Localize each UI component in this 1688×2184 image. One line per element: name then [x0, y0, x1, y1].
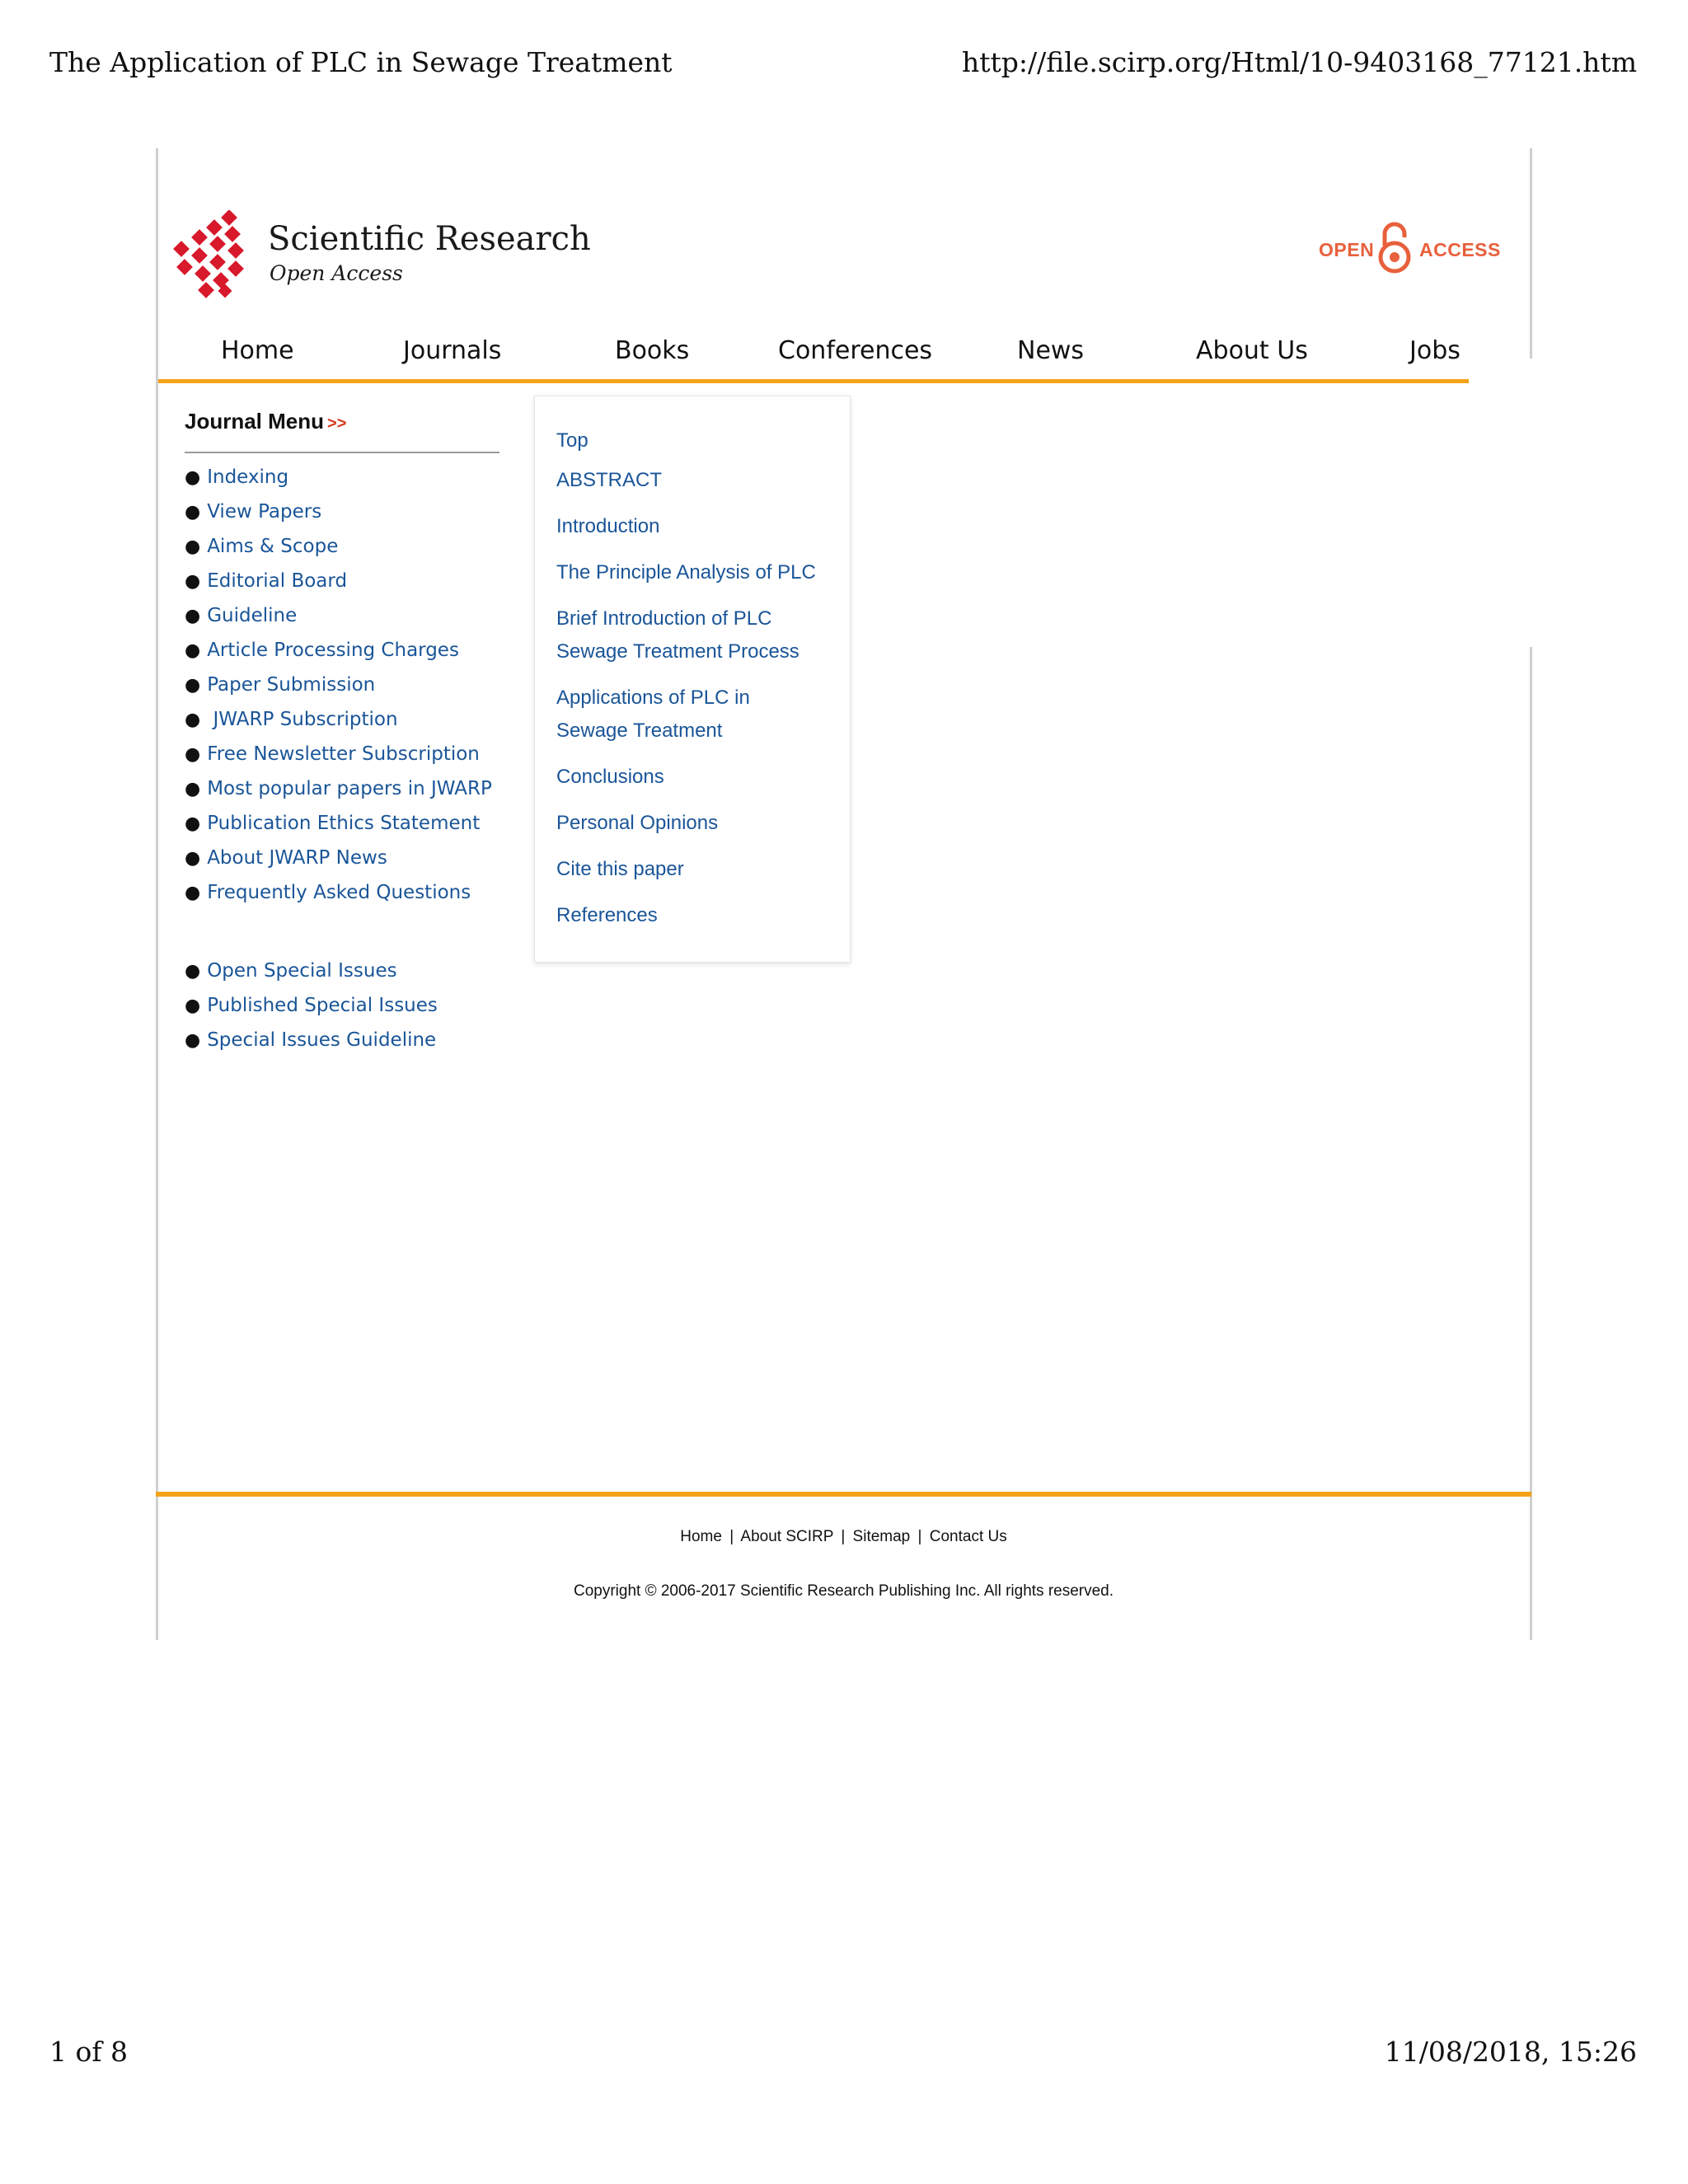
bullet-icon: ● — [185, 996, 201, 1016]
toc-introduction-link[interactable]: Introduction — [556, 515, 660, 537]
nav-books[interactable]: Books — [615, 336, 690, 365]
print-page-number: 1 of 8 — [49, 2036, 129, 2068]
list-item — [185, 846, 492, 880]
journal-menu-title-text: Journal Menu — [185, 409, 325, 434]
toc-abstract-link[interactable]: ABSTRACT — [556, 469, 663, 491]
journal-menu-news-link[interactable]: About JWARP News — [207, 847, 387, 869]
journal-menu-subscription-link[interactable]: JWARP Subscription — [207, 709, 398, 730]
list-item — [185, 534, 492, 569]
nav-journals[interactable]: Journals — [403, 336, 502, 365]
print-page-title: The Application of PLC in Sewage Treatment — [49, 46, 673, 78]
list-item — [185, 993, 438, 1028]
list-item — [185, 465, 492, 499]
list-item — [185, 707, 492, 742]
nav-about-us[interactable]: About Us — [1196, 336, 1308, 365]
nav-home[interactable]: Home — [221, 336, 294, 365]
nav-news[interactable]: News — [1017, 336, 1085, 365]
list-item — [185, 742, 492, 776]
bullet-icon: ● — [185, 710, 201, 730]
list-item — [185, 811, 492, 846]
main-nav — [158, 330, 1469, 383]
footer-sitemap-link[interactable]: Sitemap — [852, 1528, 911, 1545]
footer-copyright: Copyright © 2006-2017 Scientific Research Publishing Inc. All rights reserved. — [573, 1582, 1114, 1600]
bullet-icon: ● — [185, 744, 201, 765]
open-special-issues-link[interactable]: Open Special Issues — [207, 960, 397, 982]
footer-divider — [156, 1492, 1531, 1497]
list-item — [185, 958, 438, 993]
bullet-icon: ● — [185, 813, 201, 834]
list-item — [185, 880, 492, 915]
open-access-label-open: OPEN — [1319, 239, 1375, 260]
journal-menu-title — [185, 409, 346, 434]
toc-personal-opinions-link[interactable]: Personal Opinions — [556, 812, 719, 834]
bullet-icon: ● — [185, 883, 201, 903]
toc-cite-link[interactable]: Cite this paper — [556, 858, 684, 880]
footer-separator: | — [917, 1528, 922, 1545]
list-item — [185, 673, 492, 707]
journal-menu-aims-scope-link[interactable]: Aims & Scope — [207, 536, 339, 557]
bullet-icon: ● — [185, 779, 201, 799]
scirp-diamond-logo-icon — [169, 210, 251, 301]
site-logo[interactable] — [169, 210, 591, 301]
journal-menu-popular-papers-link[interactable]: Most popular papers in JWARP — [207, 778, 492, 799]
journal-menu-indexing-link[interactable]: Indexing — [207, 466, 289, 488]
toc-top-link[interactable]: Top — [556, 429, 588, 452]
journal-menu-editorial-board-link[interactable]: Editorial Board — [207, 570, 348, 592]
journal-menu-paper-submission-link[interactable]: Paper Submission — [207, 674, 376, 696]
journal-menu-divider — [185, 452, 499, 453]
journal-menu-ethics-link[interactable]: Publication Ethics Statement — [207, 813, 481, 834]
list-item — [185, 1028, 438, 1062]
bullet-icon: ● — [185, 537, 201, 557]
print-datetime: 11/08/2018, 15:26 — [1384, 2036, 1637, 2068]
brand-subtitle: Open Access — [270, 261, 403, 285]
published-special-issues-link[interactable]: Published Special Issues — [207, 995, 438, 1016]
open-lock-icon — [1376, 221, 1413, 275]
bullet-icon: ● — [185, 848, 201, 869]
toc-conclusions-link[interactable]: Conclusions — [556, 766, 664, 788]
open-access-badge — [1319, 221, 1501, 279]
toc-brief-introduction-link[interactable]: Brief Introduction of PLC Sewage Treatment Process — [556, 607, 799, 663]
footer-links — [156, 1528, 1531, 1546]
special-issues-guideline-link[interactable]: Special Issues Guideline — [207, 1029, 437, 1051]
toc-principle-analysis-link[interactable]: The Principle Analysis of PLC — [556, 561, 816, 583]
article-toc-panel — [534, 396, 851, 963]
journal-menu-newsletter-link[interactable]: Free Newsletter Subscription — [207, 743, 480, 765]
nav-jobs[interactable]: Jobs — [1409, 336, 1461, 365]
journal-menu-view-papers-link[interactable]: View Papers — [207, 501, 322, 523]
brand-name: Scientific Research — [268, 220, 591, 258]
footer-separator: | — [729, 1528, 734, 1545]
bullet-icon: ● — [185, 571, 201, 592]
frame-right-border-top — [1530, 148, 1532, 359]
bullet-icon: ● — [185, 961, 201, 982]
journal-menu-guideline-link[interactable]: Guideline — [207, 605, 298, 626]
bullet-icon: ● — [185, 1030, 201, 1051]
journal-menu-apc-link[interactable]: Article Processing Charges — [207, 640, 459, 661]
bullet-icon: ● — [185, 675, 201, 696]
bullet-icon: ● — [185, 502, 201, 523]
bullet-icon: ● — [185, 606, 201, 626]
footer-about-link[interactable]: About SCIRP — [740, 1528, 834, 1545]
bullet-icon: ● — [185, 467, 201, 488]
journal-menu-faq-link[interactable]: Frequently Asked Questions — [207, 882, 471, 903]
footer-contact-link[interactable]: Contact Us — [929, 1528, 1007, 1545]
journal-menu-arrow: >> — [327, 415, 347, 433]
list-item — [185, 499, 492, 534]
footer-home-link[interactable]: Home — [680, 1528, 722, 1545]
print-url: http://file.scirp.org/Html/10-9403168_77121.htm — [962, 46, 1637, 78]
list-item — [185, 776, 492, 811]
footer-separator: | — [841, 1528, 846, 1545]
special-issues-list — [185, 958, 438, 1062]
toc-applications-link[interactable]: Applications of PLC in Sewage Treatment — [556, 687, 750, 742]
list-item — [185, 603, 492, 638]
open-access-label-access: ACCESS — [1419, 239, 1501, 260]
toc-references-link[interactable]: References — [556, 904, 658, 926]
bullet-icon: ● — [185, 640, 201, 661]
list-item — [185, 569, 492, 603]
list-item — [185, 638, 492, 673]
journal-menu-list — [185, 465, 492, 915]
nav-conferences[interactable]: Conferences — [778, 336, 933, 365]
